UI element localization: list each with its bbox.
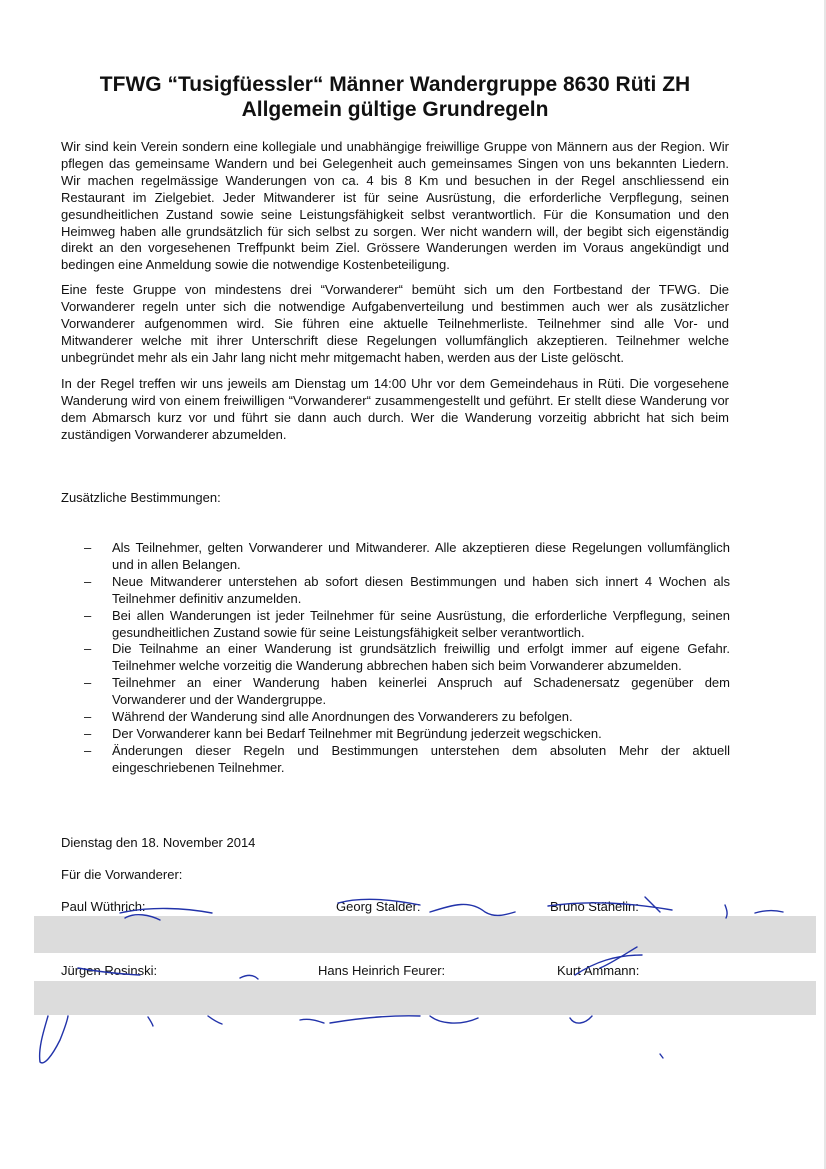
signers-label: Für die Vorwanderer: xyxy=(61,867,183,882)
rule-text: Der Vorwanderer kann bei Bedarf Teilnehmer mit Begründung jederzeit wegschicken. xyxy=(112,725,602,741)
title-line-2: Allgemein gültige Grundregeln xyxy=(241,98,549,121)
signature-stroke xyxy=(430,904,515,915)
list-item xyxy=(84,709,730,726)
signature-stroke xyxy=(755,911,783,913)
rules-list xyxy=(84,540,730,777)
signature-stroke xyxy=(430,1016,478,1023)
signature-stroke xyxy=(240,975,258,979)
signer-hans-heinrich-feurer: Hans Heinrich Feurer: xyxy=(318,963,446,978)
signer-juergen-rosinski: Jürgen Rosinski: xyxy=(61,963,158,978)
signature-stroke xyxy=(660,1054,663,1058)
paragraph-meeting: In der Regel treffen wir uns jeweils am Dienstag um 14:00 Uhr vor dem Gemeindehaus in Rüti. Die vorgesehene Wanderung wird von einem freiwilligen “Vorwanderer“ zusammengestellt und geführt. Er stellt diese Wanderung vor dem Abmarsch kurz vor und führt sie dann auch durch. Wer die Wanderung vorzeitig abbricht hat sich beim zuständigen Vorwanderer abzumelden. xyxy=(61,376,729,442)
paragraph-intro: Wir sind kein Verein sondern eine kollegiale und unabhängige freiwillige Gruppe von Männern aus der Region. Wir pflegen das gemeinsame Wandern und bei Gelegenheit auch gemeinsames Singen von uns bekannten Liedern. Wir machen regelmässige Wanderungen von ca. 4 bis 8 Km und besuchen in der Regel anschliessend ein Restaurant im Zielgebiet. Jeder Mitwanderer ist für seine Ausrüstung, die erforderliche Verpflegung, seinen gesundheitlichen Zustand sowie seine Leistungsfähigkeit selbst verantwortlich. Für die Konsumation und den Heimweg haben alle grundsätzlich für sich selbst zu sorgen. Wer nicht wandern will, der begibt sich eigenständig direkt an den vorgesehenen Treffpunkt beim Ziel. Grössere Wanderungen werden im Voraus angekündigt und bedingen eine Anmeldung sowie die notwendige Kostenbeteiligung. xyxy=(61,139,729,273)
signature-stroke xyxy=(40,1016,68,1063)
list-item xyxy=(84,675,730,709)
bullet-dash: – xyxy=(84,573,92,589)
list-item xyxy=(84,743,730,777)
redaction-bar xyxy=(34,916,816,953)
signature-stroke xyxy=(148,1017,153,1026)
bullet-dash: – xyxy=(84,725,92,741)
signer-georg-stalder: Georg Stalder: xyxy=(336,899,421,914)
bullet-dash: – xyxy=(84,540,92,555)
rule-text: Teilnehmer an einer Wanderung haben keinerlei Anspruch auf Schadenersatz gegenüber dem Vorwanderer und der Wandergruppe. xyxy=(112,675,730,708)
bullet-dash: – xyxy=(84,709,92,725)
rule-text: Bei allen Wanderungen ist jeder Teilnehmer für seine Ausrüstung, die erforderliche Verpflegung, seinen gesundheitlichen Zustand sowie für seine Leistungsfähigkeit selber verantwortlich. xyxy=(112,607,730,640)
rule-text: Änderungen dieser Regeln und Bestimmungen unterstehen dem absoluten Mehr der aktuell eingeschriebenen Teilnehmer. xyxy=(112,742,730,775)
list-item xyxy=(84,574,730,608)
paragraph-vorwanderer: Eine feste Gruppe von mindestens drei “Vorwanderer“ bemüht sich um den Fortbestand der TFWG. Die Vorwanderer regeln unter sich die notwendige Aufgabenverteilung und bestimmen auch wer als zusätzlicher Vorwanderer aufgenommen wird. Sie führen eine aktuelle Teilnehmerliste. Teilnehmer sind alle Vor- und Mitwanderer welche mit ihrer Unterschrift diese Regelungen vollumfänglich akzeptieren. Teilnehmer welche unbegründet mehr als ein Jahr lang nicht mehr mitgemacht haben, werden aus der Liste gelöscht. xyxy=(61,282,729,365)
list-item xyxy=(84,540,730,574)
signature-stroke xyxy=(645,897,660,912)
redaction-bar xyxy=(34,981,816,1015)
rule-text: Neue Mitwanderer unterstehen ab sofort diesen Bestimmungen und haben sich innert 4 Wochen als Teilnehmer definitiv anzumelden. xyxy=(112,573,730,606)
signer-kurt-ammann: Kurt Ammann: xyxy=(557,963,640,978)
date-line: Dienstag den 18. November 2014 xyxy=(61,835,256,850)
signature-stroke xyxy=(330,1016,420,1023)
signer-paul-wuethrich: Paul Wüthrich: xyxy=(61,899,146,914)
rule-text: Während der Wanderung sind alle Anordnungen des Vorwanderers zu befolgen. xyxy=(112,709,573,725)
signature-stroke xyxy=(570,1016,592,1023)
signature-stroke xyxy=(208,1016,222,1024)
rule-text: Die Teilnahme an einer Wanderung ist grundsätzlich freiwillig und erfolgt immer auf eigene Gefahr. Teilnehmer welche vorzeitig die Wanderung abbrechen haben sich beim Vorwanderer abzumelden. xyxy=(112,641,730,674)
list-item xyxy=(84,726,730,743)
additional-rules-heading: Zusätzliche Bestimmungen: xyxy=(61,490,221,505)
list-item xyxy=(84,641,730,675)
signer-bruno-staehelin: Bruno Stähelin: xyxy=(550,899,639,914)
title-line-1: TFWG “Tusigfüessler“ Männer Wandergruppe 8630 Rüti ZH xyxy=(99,73,691,96)
bullet-dash: – xyxy=(84,742,92,758)
bullet-dash: – xyxy=(84,641,92,657)
signature-stroke xyxy=(300,1019,324,1023)
bullet-dash: – xyxy=(84,607,92,623)
list-item xyxy=(84,608,730,642)
bullet-dash: – xyxy=(84,675,92,691)
document-title xyxy=(0,72,790,122)
rule-text: Als Teilnehmer, gelten Vorwanderer und Mitwanderer. Alle akzeptieren diese Regelungen vollumfänglich und in allen Belangen. xyxy=(112,540,730,572)
